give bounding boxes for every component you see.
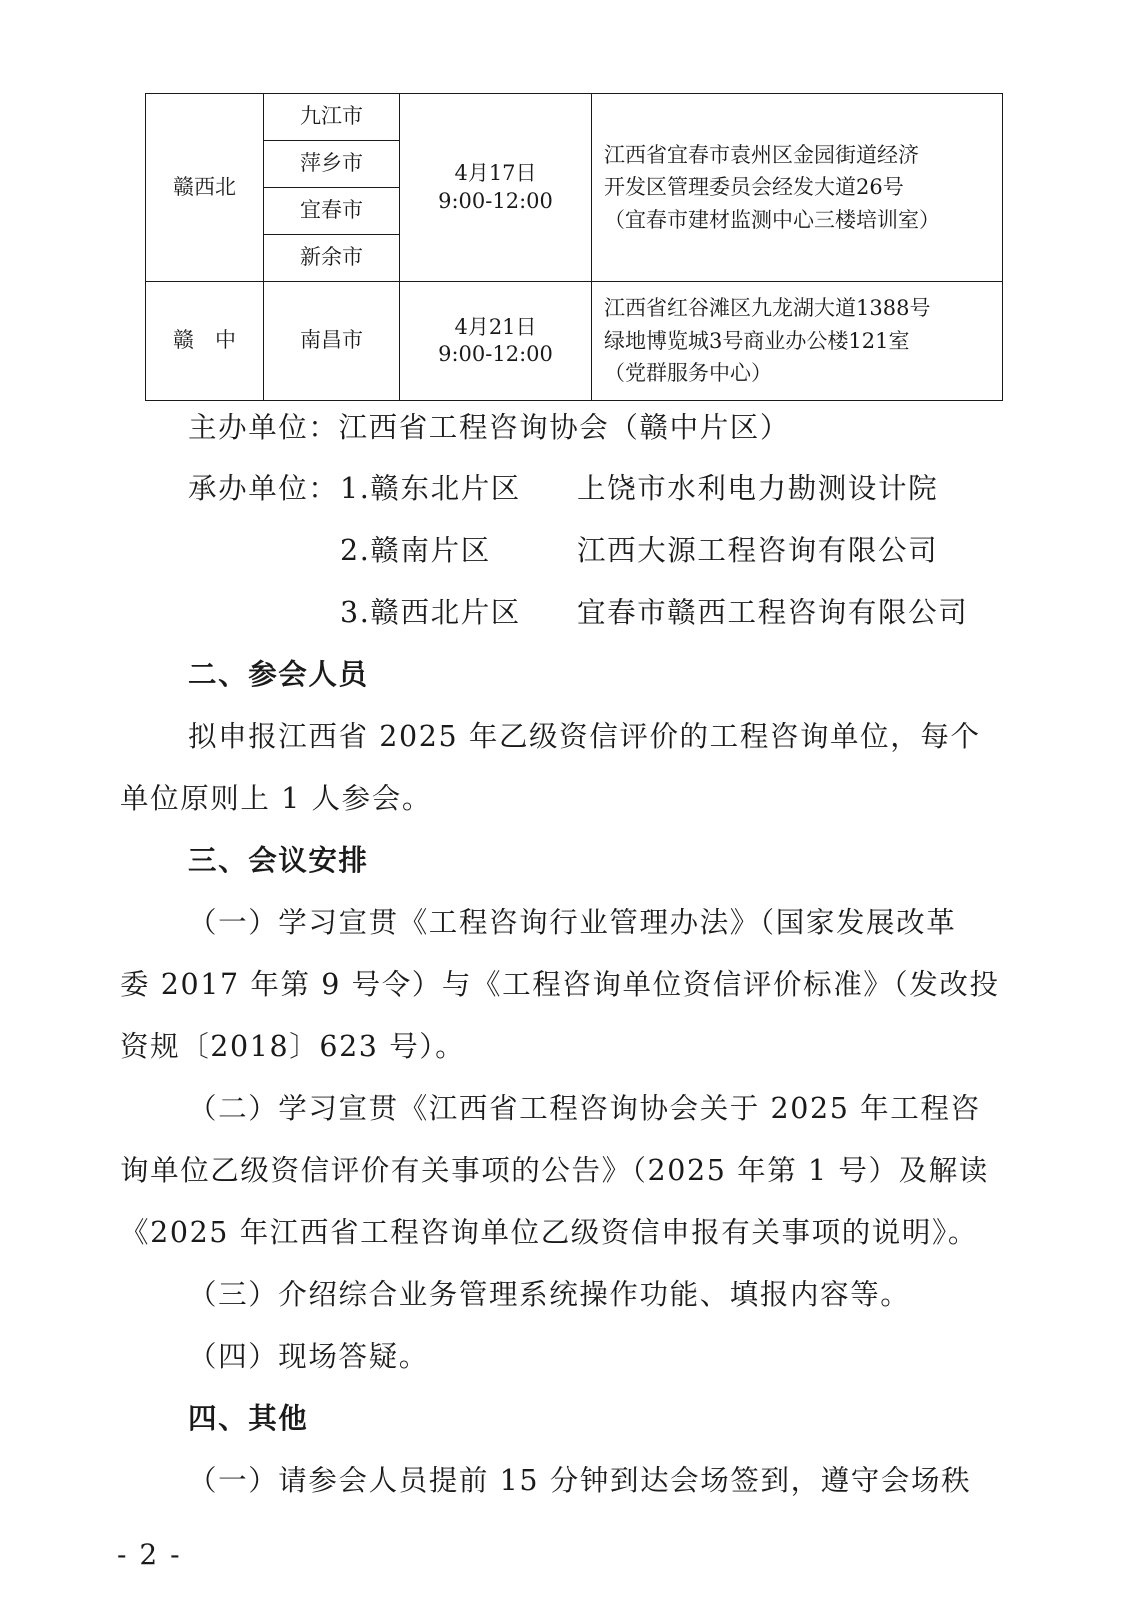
address-line: 绿地博览城3号商业办公楼121室 <box>604 328 910 353</box>
organizer-name: 宜春市赣西工程咨询有限公司 <box>577 596 969 629</box>
address-line: 开发区管理委员会经发大道26号 <box>604 175 904 200</box>
address-cell <box>592 94 1003 282</box>
paragraph-line: 拟申报江西省 2025 年乙级资信评价的工程咨询单位，每个 <box>188 720 981 753</box>
time-cell <box>400 282 592 401</box>
organizer-region: 1.赣东北片区 <box>340 472 521 505</box>
paragraph-line: 单位原则上 1 人参会。 <box>120 782 432 815</box>
time-cell <box>400 94 592 282</box>
address-line: （党群服务中心） <box>604 361 772 386</box>
address-cell <box>592 282 1003 401</box>
page-number: - 2 - <box>117 1538 182 1571</box>
city-cell: 南昌市 <box>264 282 400 401</box>
paragraph-line: （四）现场答疑。 <box>188 1340 429 1373</box>
time-text: 9:00-12:00 <box>438 188 553 213</box>
host-line: 主办单位：江西省工程咨询协会（赣中片区） <box>188 411 791 444</box>
city-cell: 萍乡市 <box>264 141 400 188</box>
paragraph-line: 资规〔2018〕623 号）。 <box>120 1030 466 1063</box>
section-heading: 四、其他 <box>188 1402 309 1435</box>
city-cell: 宜春市 <box>264 188 400 235</box>
organizers-label: 承办单位： <box>188 472 339 505</box>
table-row <box>146 94 1003 141</box>
paragraph-line: （一）请参会人员提前 15 分钟到达会场签到，遵守会场秩 <box>188 1464 972 1497</box>
section-heading: 三、会议安排 <box>188 844 369 877</box>
date-text: 4月17日 <box>454 161 537 186</box>
paragraph-line: 委 2017 年第 9 号令）与《工程咨询单位资信评价标准》（发改投 <box>120 968 1000 1001</box>
paragraph-line: （三）介绍综合业务管理系统操作功能、填报内容等。 <box>188 1278 911 1311</box>
time-text: 9:00-12:00 <box>438 342 553 366</box>
paragraph-line: （二）学习宣贯《江西省工程咨询协会关于 2025 年工程咨 <box>188 1092 981 1125</box>
date-text: 4月21日 <box>454 314 537 339</box>
address-line: 江西省宜春市袁州区金园街道经济 <box>604 142 919 167</box>
organizer-name: 上饶市水利电力勘测设计院 <box>577 472 939 505</box>
address-line: （宜春市建材监测中心三楼培训室） <box>604 207 940 232</box>
paragraph-line: （一）学习宣贯《工程咨询行业管理办法》（国家发展改革 <box>188 906 957 939</box>
region-cell: 赣 中 <box>146 282 264 401</box>
paragraph-line: 询单位乙级资信评价有关事项的公告》（2025 年第 1 号）及解读 <box>120 1154 989 1187</box>
organizer-region: 2.赣南片区 <box>340 534 491 567</box>
address-line: 江西省红谷滩区九龙湖大道1388号 <box>604 296 931 321</box>
section-heading: 二、参会人员 <box>188 658 369 691</box>
region-cell: 赣西北 <box>146 94 264 282</box>
city-cell: 九江市 <box>264 94 400 141</box>
organizer-name: 江西大源工程咨询有限公司 <box>577 534 939 567</box>
organizer-region: 3.赣西北片区 <box>340 596 521 629</box>
paragraph-line: 《2025 年江西省工程咨询单位乙级资信申报有关事项的说明》。 <box>120 1216 978 1249</box>
city-cell: 新余市 <box>264 235 400 282</box>
table-row <box>146 282 1003 401</box>
schedule-table <box>145 93 1003 401</box>
